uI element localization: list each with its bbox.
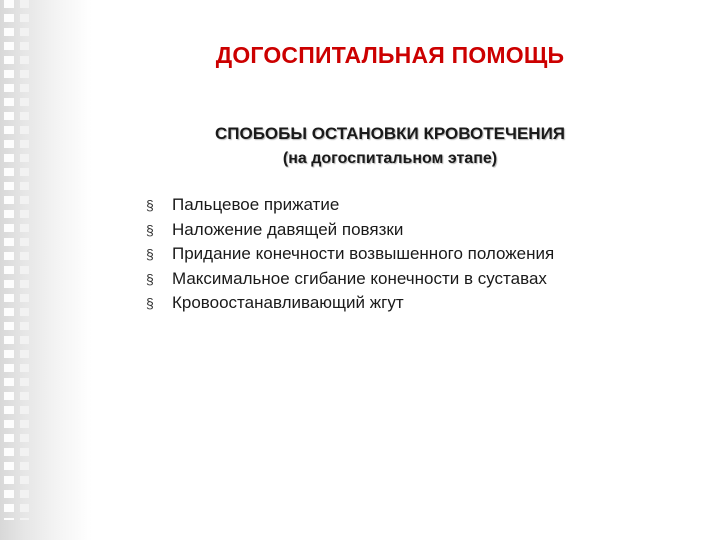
list-item: [146, 291, 554, 316]
section-bullet-icon: §: [146, 197, 154, 213]
section-bullet-icon: §: [146, 221, 154, 238]
list-item: [146, 242, 554, 267]
list-item-text: Придание конечности возвышенного положения: [172, 244, 555, 263]
film-strip-holes-inner: [20, 0, 29, 520]
list-item: [146, 193, 554, 218]
list-item-text: Кровоостанавливающий жгут: [172, 293, 404, 312]
list-item-text: Пальцевое прижатие: [172, 195, 340, 214]
list-item-text: Максимальное сгибание конечности в суставах: [172, 268, 547, 288]
bullet-list: [146, 193, 554, 316]
list-item: [146, 267, 554, 292]
slide-subtitle: СПОБОБЫ ОСТАНОВКИ КРОВОТЕЧЕНИЯ: [214, 124, 566, 143]
section-bullet-icon: §: [146, 246, 154, 262]
list-item-text: Наложение давящей повязки: [172, 219, 404, 239]
film-strip-holes: [4, 0, 14, 520]
slide-subtitle-note: (на догоспитальном этапе): [282, 150, 498, 167]
slide-title: ДОГОСПИТАЛЬНАЯ ПОМОЩЬ: [215, 42, 565, 68]
section-bullet-icon: §: [146, 295, 154, 311]
film-strip-decoration: [0, 0, 92, 540]
list-item: [146, 218, 554, 243]
section-bullet-icon: §: [146, 270, 154, 287]
